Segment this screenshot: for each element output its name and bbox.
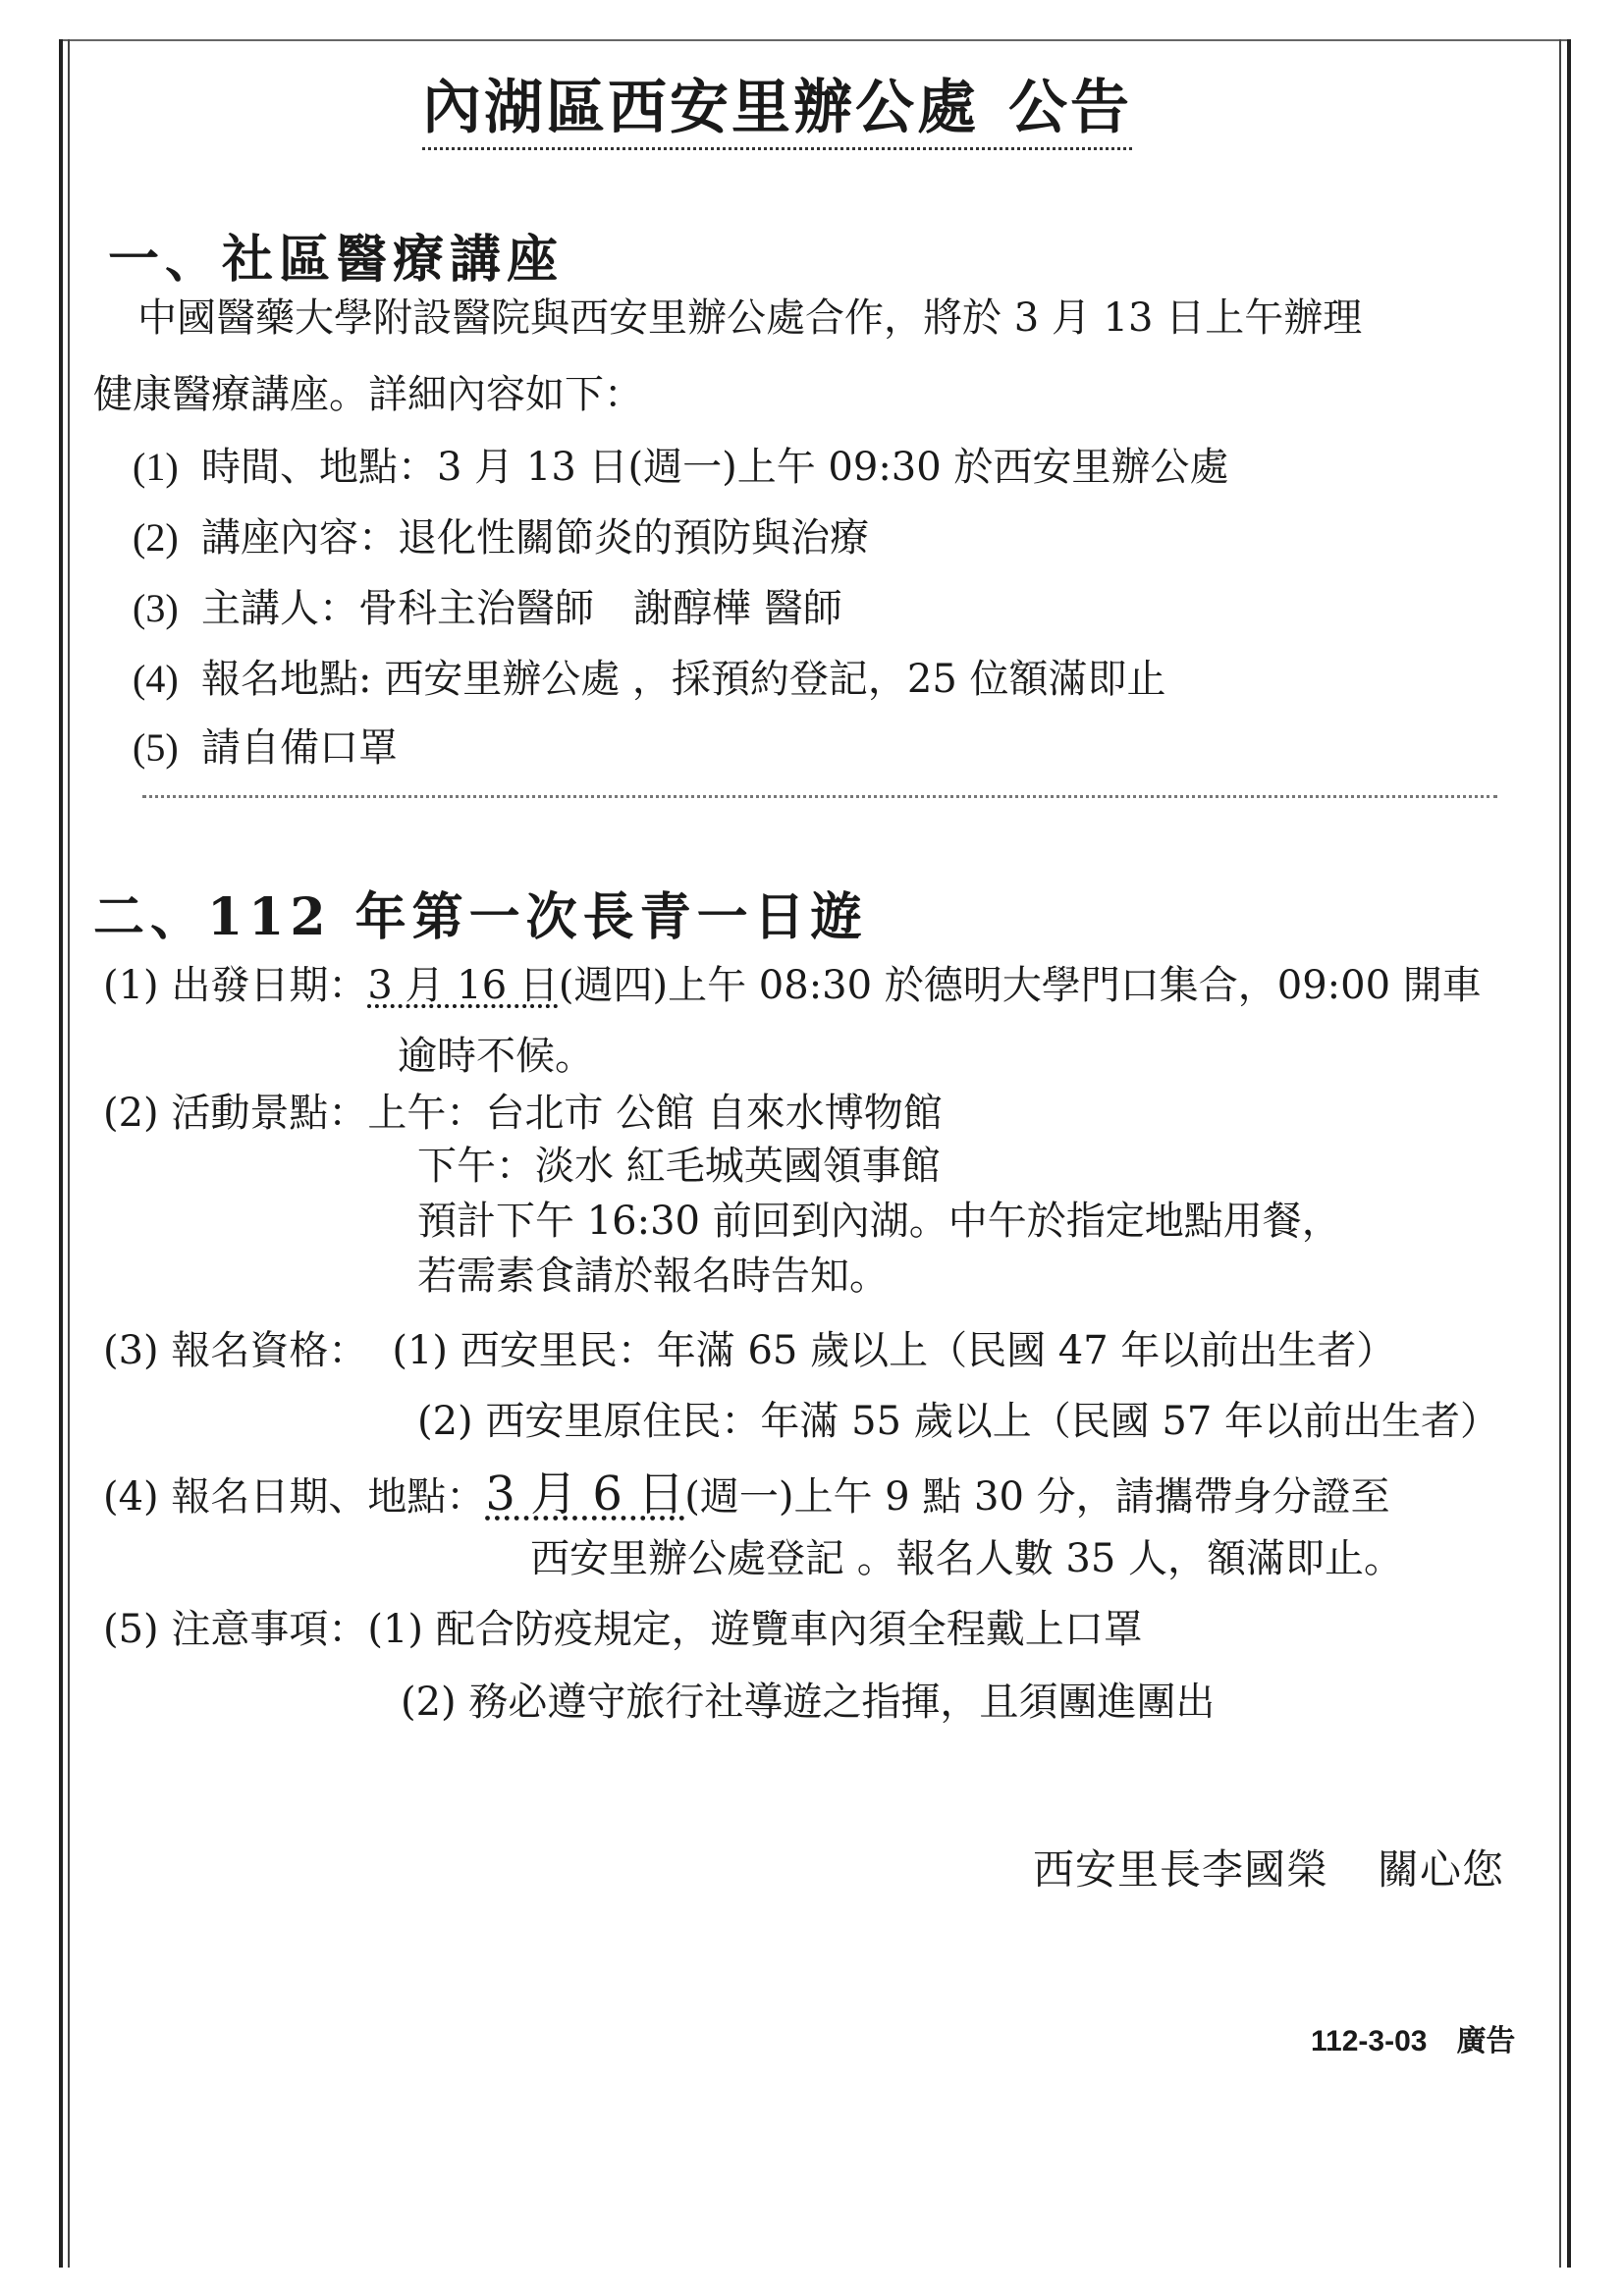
frame-top-border <box>59 39 1571 41</box>
item-label: (4) 報名日期、地點： <box>103 1474 486 1520</box>
section2-item-2 <box>103 1090 943 1137</box>
item-text: (週一)上午 9 點 30 分，請攜帶身分證至 <box>684 1474 1390 1520</box>
section1-intro-line1: 中國醫藥大學附設醫院與西安里辦公處合作，將於 3 月 13 日上午辦理 <box>137 295 1363 341</box>
item-number: (1) <box>133 445 179 489</box>
registration-date: 3 月 6 日 <box>485 1467 685 1522</box>
item-text: 報名地點: 西安里辦公處 ，採預約登記，25 位額滿即止 <box>201 657 1166 702</box>
title-office: 內湖區西安里辦公處 <box>422 74 979 142</box>
item-number: (2) <box>133 515 179 560</box>
item-text: 主講人：骨科主治醫師 謝醇樺 醫師 <box>201 586 842 631</box>
signature-closing: 關心您 <box>1378 1845 1505 1894</box>
item-label: (5) 注意事項： <box>103 1607 368 1652</box>
frame-right-border <box>1567 39 1571 2268</box>
section1-intro-line2: 健康醫療講座。詳細內容如下： <box>93 372 643 417</box>
signature <box>1033 1838 1504 1896</box>
item-label: (1) 出發日期： <box>103 963 368 1008</box>
frame-left-inner-border <box>68 39 70 2268</box>
frame-left-border <box>59 39 63 2268</box>
section1-item-4 <box>133 656 1166 703</box>
section2-item-1 <box>103 962 1482 1009</box>
section1-item-1 <box>133 444 1228 491</box>
section2-item-1-cont: 逾時不候。 <box>398 1034 594 1079</box>
section2-item-2-line3: 預計下午 16:30 前回到內湖。中午於指定地點用餐， <box>417 1199 1341 1244</box>
section2-item-4 <box>103 1467 1390 1522</box>
item-text: (週四)上午 08:30 於德明大學門口集合，09:00 開車 <box>558 963 1482 1008</box>
page-title <box>422 61 1132 150</box>
section1-item-3 <box>133 585 842 632</box>
section2-item-4-cont: 西安里辦公處登記 。報名人數 35 人，額滿即止。 <box>530 1536 1404 1581</box>
item-number: (5) <box>133 725 179 770</box>
section1-item-5 <box>133 724 398 772</box>
section2-item-5 <box>103 1606 1143 1653</box>
item-number: (4) <box>133 657 179 701</box>
item-text: (1) 西安里民：年滿 65 歲以上（民國 47 年以前出生者） <box>392 1328 1396 1373</box>
section-divider <box>142 795 1497 798</box>
section2-item-3 <box>103 1327 1395 1374</box>
item-text: 時間、地點：3 月 13 日(週一)上午 09:30 於西安里辦公處 <box>201 445 1229 490</box>
item-number: (3) <box>133 586 179 630</box>
footer <box>1311 2016 1515 2059</box>
signature-name: 西安里長李國榮 <box>1033 1845 1329 1894</box>
section2-item-5-line2: (2) 務必遵守旅行社導遊之指揮，且須團進團出 <box>401 1680 1216 1725</box>
section2-item-2-line4: 若需素食請於報名時告知。 <box>417 1254 889 1299</box>
item-text: (1) 配合防疫規定，遊覽車內須全程戴上口罩 <box>367 1607 1143 1652</box>
item-label: (2) 活動景點： <box>103 1091 368 1136</box>
title-notice: 公告 <box>1008 74 1132 142</box>
section2-item-3-line2: (2) 西安里原住民：年滿 55 歲以上（民國 57 年以前出生者） <box>417 1399 1500 1444</box>
section1-heading: 一、社區醫療講座 <box>108 230 565 290</box>
section2-heading: 二、112 年第一次長青一日遊 <box>93 887 868 947</box>
section1-item-2 <box>133 514 869 561</box>
item-text: 上午：台北市 公館 自來水博物館 <box>367 1091 943 1136</box>
footer-type: 廣告 <box>1456 2025 1516 2057</box>
item-label: (3) 報名資格： <box>103 1328 368 1373</box>
item-text: 講座內容：退化性關節炎的預防與治療 <box>201 515 869 561</box>
departure-date: 3 月 16 日 <box>367 963 559 1008</box>
section2-item-2-line2: 下午：淡水 紅毛城英國領事館 <box>417 1144 941 1189</box>
frame-right-inner-border <box>1559 39 1561 2268</box>
footer-code: 112-3-03 <box>1311 2025 1428 2057</box>
item-text: 請自備口罩 <box>201 725 398 771</box>
